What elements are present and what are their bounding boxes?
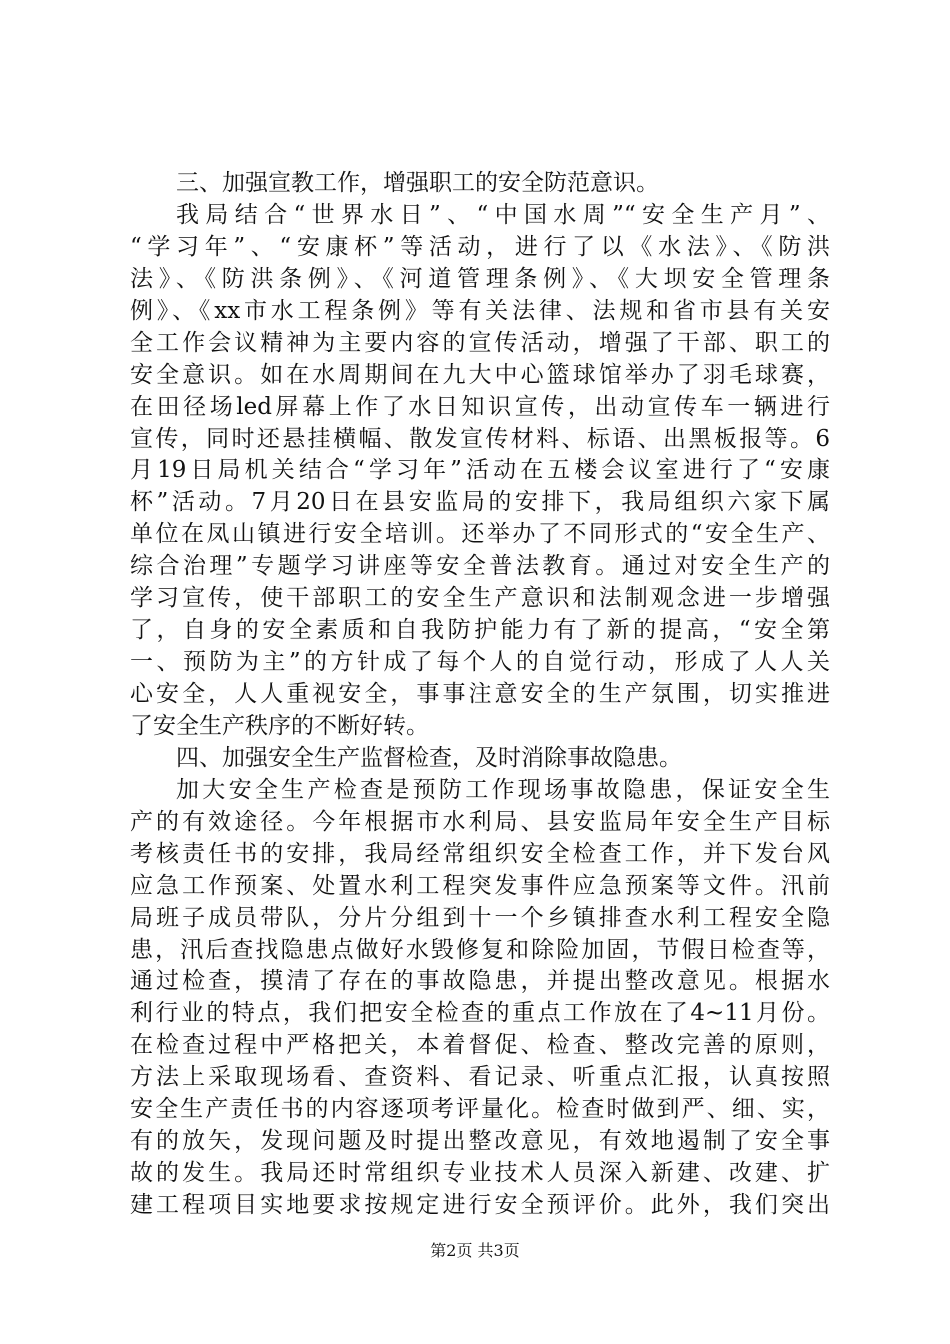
paragraph-line: 患，汛后查找隐患点做好水毁修复和除险加固，节假日检查等， xyxy=(130,936,830,963)
paragraph-line: 学习宣传，使干部职工的安全生产意识和法制观念进一步增强 xyxy=(130,585,830,612)
paragraph-line: 故的发生。我局还时常组织专业技术人员深入新建、改建、扩 xyxy=(130,1160,830,1187)
paragraph-line: 应急工作预案、处置水利工程突发事件应急预案等文件。汛前 xyxy=(130,872,830,899)
paragraph-line: 利行业的特点，我们把安全检查的重点工作放在了4~11月份。 xyxy=(130,1000,830,1027)
paragraph-line: 了安全生产秩序的不断好转。 xyxy=(130,712,429,739)
paragraph-line: 有的放矢，发现问题及时提出整改意见，有效地遏制了安全事 xyxy=(130,1128,830,1155)
paragraph-first-line: 我局结合“世界水日”、“中国水周”“安全生产月”、 xyxy=(176,201,830,228)
paragraph-line: 单位在凤山镇进行安全培训。还举办了不同形式的“安全生产、 xyxy=(130,521,830,548)
paragraph-line: 安全意识。如在水周期间在九大中心篮球馆举办了羽毛球赛， xyxy=(130,361,830,388)
paragraph-line: 通过检查，摸清了存在的事故隐患，并提出整改意见。根据水 xyxy=(130,968,830,995)
paragraph-first-line: 加大安全生产检查是预防工作现场事故隐患，保证安全生 xyxy=(176,776,830,803)
paragraph-line: 全工作会议精神为主要内容的宣传活动，增强了干部、职工的 xyxy=(130,329,830,356)
paragraph-line: 方法上采取现场看、查资料、看记录、听重点汇报，认真按照 xyxy=(130,1064,830,1091)
paragraph-line: 在检查过程中严格把关，本着督促、检查、整改完善的原则， xyxy=(130,1032,830,1059)
paragraph-line: 产的有效途径。今年根据市水利局、县安监局年安全生产目标 xyxy=(130,808,830,835)
paragraph-first-line: 四、加强安全生产监督检查，及时消除事故隐患。 xyxy=(176,744,682,771)
paragraph-line: 法》、《防洪条例》、《河道管理条例》、《大坝安全管理条 xyxy=(130,265,830,292)
paragraph-line: 建工程项目实地要求按规定进行安全预评价。此外，我们突出 xyxy=(130,1192,830,1218)
page-number-footer: 第2页 共3页 xyxy=(430,1241,520,1260)
paragraph-line: “学习年”、“安康杯”等活动，进行了以《水法》、《防洪 xyxy=(130,233,830,260)
paragraph-line: 例》、《xx市水工程条例》等有关法律、法规和省市县有关安 xyxy=(130,297,830,324)
paragraph-line: 心安全，人人重视安全，事事注意安全的生产氛围，切实推进 xyxy=(130,681,830,707)
paragraph-first-line: 三、加强宣教工作，增强职工的安全防范意识。 xyxy=(176,170,659,196)
paragraph-line: 安全生产责任书的内容逐项考评量化。检查时做到严、细、实， xyxy=(130,1096,830,1123)
paragraph-line: 宣传，同时还悬挂横幅、散发宣传材料、标语、出黑板报等。6 xyxy=(130,425,830,452)
paragraph-line: 在田径场led屏幕上作了水日知识宣传，出动宣传车一辆进行 xyxy=(130,393,830,420)
paragraph-line: 考核责任书的安排，我局经常组织安全检查工作，并下发台风 xyxy=(130,840,830,867)
paragraph-line: 综合治理”专题学习讲座等安全普法教育。通过对安全生产的 xyxy=(130,553,830,580)
paragraph-line: 一、预防为主”的方针成了每个人的自觉行动，形成了人人关 xyxy=(130,649,830,676)
paragraph-line: 杯”活动。7月20日在县安监局的安排下，我局组织六家下属 xyxy=(130,489,830,516)
paragraph-line: 月19日局机关结合“学习年”活动在五楼会议室进行了“安康 xyxy=(130,457,830,484)
paragraph-line: 了，自身的安全素质和自我防护能力有了新的提高，“安全第 xyxy=(130,617,830,644)
paragraph-line: 局班子成员带队，分片分组到十一个乡镇排查水利工程安全隐 xyxy=(130,904,830,931)
document-body xyxy=(130,168,830,1222)
